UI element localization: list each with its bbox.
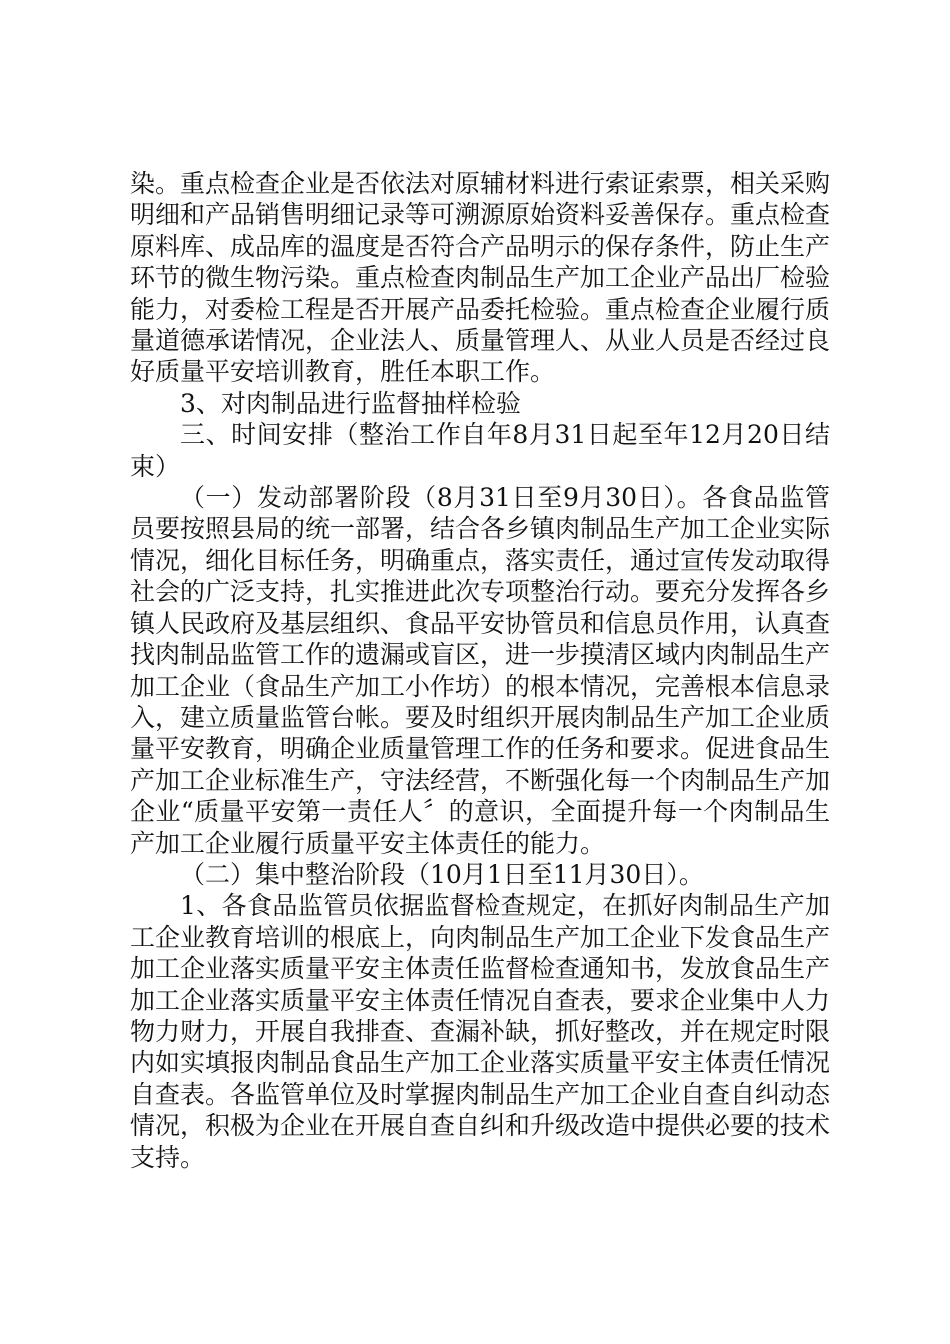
document-body [130, 168, 830, 1173]
paragraph-sampling-item-3: 3、对肉制品进行监督抽样检验 [180, 388, 521, 418]
paragraph-mobilization-phase: （一）发动部署阶段（8月31日至9月30日）。各食品监管员要按照县局的统一部署，结合各乡镇肉制品生产加工企业实际情况，细化目标任务，明确重点，落实责任，通过宣传发动取得社会的广泛支持，扎实推进此次专项整治行动。要充分发挥各乡镇人民政府及基层组织、食品平安协管员和信息员作用，认真查找肉制品监管工作的遗漏或盲区，进一步摸清区域内肉制品生产加工企业（食品生产加工小作坊）的根本情况，完善根本信息录入，建立质量监管台帐。要及时组织开展肉制品生产加工企业质量平安教育，明确企业质量管理工作的任务和要求。促进食品生产加工企业标准生产，守法经营，不断强化每一个肉制品生产加企业“质量平安第一责任人〞的意识，全面提升每一个肉制品生产加工企业履行质量平安主体责任的能力。 [130, 483, 831, 858]
paragraph-rectification-phase-heading: （二）集中整治阶段（10月1日至11月30日）。 [180, 859, 704, 889]
paragraph-rectification-item-1: 1、各食品监管员依据监督检查规定，在抓好肉制品生产加工企业教育培训的根底上，向肉制品生产加工企业下发食品生产加工企业落实质量平安主体责任监督检查通知书，发放食品生产加工企业落实质量平安主体责任情况自查表，要求企业集中人力物力财力，开展自我排查、查漏补缺，抓好整改，并在规定时限内如实填报肉制品食品生产加工企业落实质量平安主体责任情况自查表。各监管单位及时掌握肉制品生产加工企业自查自纠动态情况，积极为企业在开展自查自纠和升级改造中提供必要的技术支持。 [130, 891, 831, 1172]
paragraph-time-schedule-heading: 三、时间安排（整治工作自年8月31日起至年12月20日结束） [130, 420, 830, 481]
paragraph-inspection-focus: 染。重点检查企业是否依法对原辅材料进行索证索票，相关采购明细和产品销售明细记录等可溯源原始资料妥善保存。重点检查原料库、成品库的温度是否符合产品明示的保存条件，防止生产环节的微生物污染。重点检查肉制品生产加工企业产品出厂检验能力，对委检工程是否开展产品委托检验。重点检查企业履行质量道德承诺情况，企业法人、质量管理人、从业人员是否经过良好质量平安培训教育，胜任本职工作。 [130, 169, 831, 387]
